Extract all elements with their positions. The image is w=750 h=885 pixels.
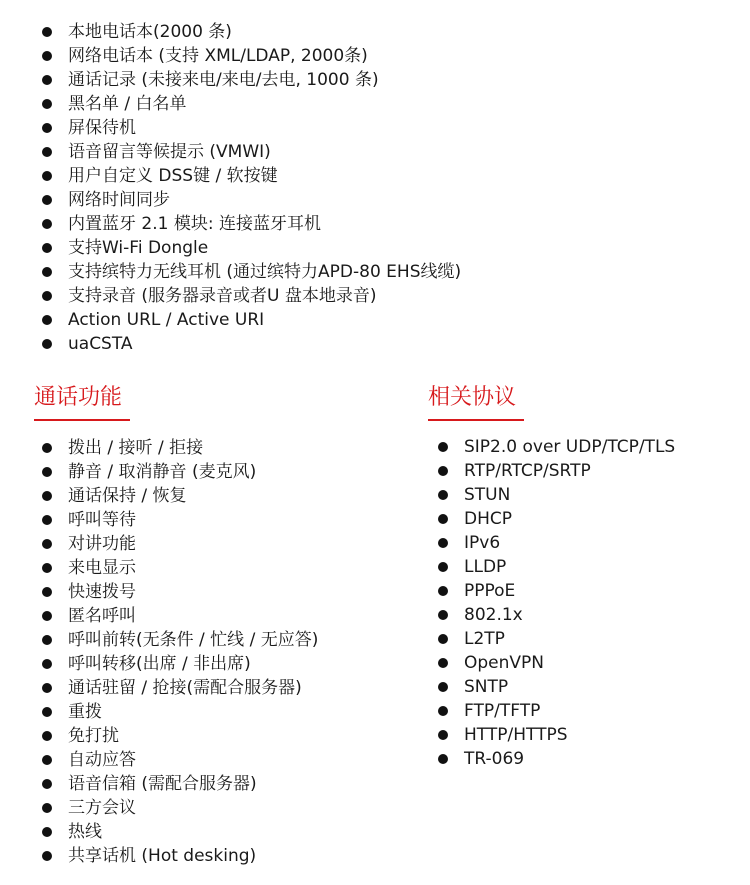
bullet-icon (42, 707, 52, 717)
list-item-label: 屏保待机 (68, 118, 136, 138)
bullet-icon (42, 243, 52, 253)
bullet-icon (42, 587, 52, 597)
list-item (42, 628, 318, 652)
bullet-icon (42, 539, 52, 549)
list-item-label: 用户自定义 DSS键 / 软按键 (68, 166, 278, 186)
bullet-icon (42, 803, 52, 813)
bullet-icon (42, 267, 52, 277)
bullet-icon (42, 443, 52, 453)
bullet-icon (42, 851, 52, 861)
list-item-label: OpenVPN (464, 653, 545, 673)
call-features-underline (34, 419, 130, 421)
list-item-label: 来电显示 (68, 558, 136, 578)
list-item (438, 459, 675, 483)
list-item-label: 黑名单 / 白名单 (68, 94, 187, 114)
call-feature-list (42, 436, 318, 868)
list-item (42, 140, 461, 164)
list-item (42, 236, 461, 260)
bullet-icon (42, 291, 52, 301)
list-item (42, 188, 461, 212)
bullet-icon (42, 51, 52, 61)
list-item-label: SNTP (464, 677, 509, 697)
list-item-label: STUN (464, 485, 511, 505)
bullet-icon (42, 467, 52, 477)
bullet-icon (42, 171, 52, 181)
bullet-icon (42, 315, 52, 325)
list-item-label: 802.1x (464, 605, 523, 625)
bullet-icon (438, 490, 448, 500)
bullet-icon (438, 730, 448, 740)
list-item (438, 531, 675, 555)
list-item (438, 627, 675, 651)
list-item-label: 热线 (68, 822, 102, 842)
list-item (438, 603, 675, 627)
list-item (438, 723, 675, 747)
list-item-label: 语音信箱 (需配合服务器) (68, 774, 257, 794)
list-item (42, 652, 318, 676)
list-item-label: 拨出 / 接听 / 拒接 (68, 438, 204, 458)
list-item-label: 三方会议 (68, 798, 136, 818)
list-item (42, 532, 318, 556)
list-item (42, 556, 318, 580)
list-item-label: PPPoE (464, 581, 516, 601)
protocols-heading: 相关协议 (428, 385, 517, 410)
bullet-icon (438, 586, 448, 596)
bullet-icon (42, 75, 52, 85)
list-item-label: FTP/TFTP (464, 701, 541, 721)
list-item (42, 332, 461, 356)
bullet-icon (42, 99, 52, 109)
list-item (42, 580, 318, 604)
list-item-label: 共享话机 (Hot desking) (68, 846, 257, 866)
bullet-icon (42, 779, 52, 789)
bullet-icon (42, 339, 52, 349)
list-item (42, 460, 318, 484)
list-item-label: 免打扰 (68, 726, 119, 746)
bullet-icon (42, 683, 52, 693)
bullet-icon (42, 755, 52, 765)
list-item-label: 通话驻留 / 抢接(需配合服务器) (68, 678, 302, 698)
list-item-label: 语音留言等候提示 (VMWI) (68, 142, 271, 162)
list-item (438, 699, 675, 723)
list-item-label: 本地电话本(2000 条) (68, 22, 232, 42)
list-item-label: 支持Wi-Fi Dongle (68, 238, 209, 258)
list-item (42, 212, 461, 236)
bullet-icon (42, 219, 52, 229)
list-item (42, 44, 461, 68)
list-item (42, 164, 461, 188)
list-item (42, 68, 461, 92)
list-item (438, 579, 675, 603)
bullet-icon (42, 635, 52, 645)
list-item-label: 自动应答 (68, 750, 136, 770)
bullet-icon (438, 706, 448, 716)
list-item-label: 重拨 (68, 702, 102, 722)
list-item-label: 通话记录 (未接来电/来电/去电, 1000 条) (68, 70, 379, 90)
call-features-heading: 通话功能 (34, 385, 123, 410)
list-item (42, 772, 318, 796)
list-item-label: 快速拨号 (68, 582, 136, 602)
list-item (42, 820, 318, 844)
list-item (42, 508, 318, 532)
list-item (42, 484, 318, 508)
bullet-icon (42, 147, 52, 157)
protocol-list (438, 435, 675, 771)
list-item (42, 284, 461, 308)
list-item (42, 436, 318, 460)
bullet-icon (42, 123, 52, 133)
bullet-icon (438, 634, 448, 644)
list-item (42, 724, 318, 748)
list-item (438, 675, 675, 699)
list-item (42, 844, 318, 868)
list-item-label: L2TP (464, 629, 505, 649)
bullet-icon (42, 611, 52, 621)
bullet-icon (42, 515, 52, 525)
list-item-label: SIP2.0 over UDP/TCP/TLS (464, 437, 676, 457)
bullet-icon (42, 195, 52, 205)
protocols-underline (428, 419, 524, 421)
general-feature-list (42, 20, 461, 356)
list-item-label: 内置蓝牙 2.1 模块: 连接蓝牙耳机 (68, 214, 321, 234)
list-item-label: LLDP (464, 557, 507, 577)
bullet-icon (438, 658, 448, 668)
list-item (42, 116, 461, 140)
list-item (42, 260, 461, 284)
list-item-label: uaCSTA (68, 334, 133, 354)
list-item-label: 匿名呼叫 (68, 606, 136, 626)
list-item-label: Action URL / Active URI (68, 310, 265, 330)
list-item-label: 呼叫转移(出席 / 非出席) (68, 654, 251, 674)
list-item-label: 支持缤特力无线耳机 (通过缤特力APD-80 EHS线缆) (68, 262, 462, 282)
list-item-label: 呼叫等待 (68, 510, 136, 530)
list-item (438, 651, 675, 675)
bullet-icon (42, 731, 52, 741)
list-item-label: 支持录音 (服务器录音或者U 盘本地录音) (68, 286, 377, 306)
bullet-icon (438, 562, 448, 572)
list-item-label: TR-069 (464, 749, 525, 769)
bullet-icon (438, 610, 448, 620)
list-item-label: RTP/RTCP/SRTP (464, 461, 591, 481)
list-item (438, 747, 675, 771)
bullet-icon (438, 682, 448, 692)
bullet-icon (42, 491, 52, 501)
list-item (42, 748, 318, 772)
list-item (438, 555, 675, 579)
list-item (42, 700, 318, 724)
list-item-label: HTTP/HTTPS (464, 725, 568, 745)
bullet-icon (42, 563, 52, 573)
list-item-label: 网络电话本 (支持 XML/LDAP, 2000条) (68, 46, 368, 66)
list-item-label: 静音 / 取消静音 (麦克风) (68, 462, 257, 482)
list-item-label: DHCP (464, 509, 512, 529)
list-item (438, 483, 675, 507)
list-item-label: 呼叫前转(无条件 / 忙线 / 无应答) (68, 630, 319, 650)
bullet-icon (42, 659, 52, 669)
list-item (42, 796, 318, 820)
list-item (42, 308, 461, 332)
bullet-icon (42, 27, 52, 37)
list-item (438, 435, 675, 459)
bullet-icon (42, 827, 52, 837)
list-item (42, 92, 461, 116)
bullet-icon (438, 514, 448, 524)
list-item-label: 网络时间同步 (68, 190, 170, 210)
list-item-label: 通话保持 / 恢复 (68, 486, 187, 506)
bullet-icon (438, 442, 448, 452)
bullet-icon (438, 754, 448, 764)
list-item (42, 20, 461, 44)
bullet-icon (438, 538, 448, 548)
list-item (438, 507, 675, 531)
list-item-label: IPv6 (464, 533, 501, 553)
list-item-label: 对讲功能 (68, 534, 136, 554)
list-item (42, 604, 318, 628)
bullet-icon (438, 466, 448, 476)
list-item (42, 676, 318, 700)
